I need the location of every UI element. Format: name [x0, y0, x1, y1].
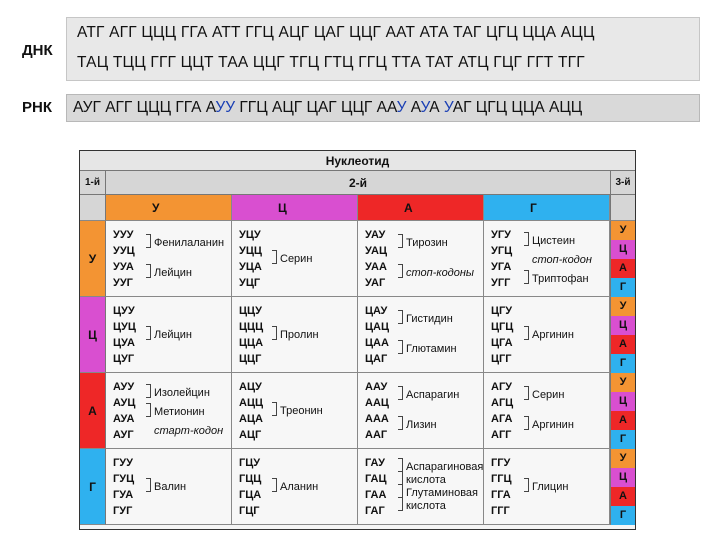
codon: УАА	[365, 261, 387, 273]
codon-block	[484, 297, 610, 373]
dna-label: ДНК	[22, 42, 53, 59]
codon: АУГ	[113, 429, 134, 441]
codon-brace	[524, 326, 529, 340]
codon-brace	[146, 384, 151, 398]
codon-block	[232, 297, 358, 373]
codon: ГЦЦ	[239, 473, 262, 485]
third-nucleotide-header: 3-й	[610, 171, 635, 195]
third-nucleotide-letter: У	[611, 297, 635, 316]
codon-block	[358, 297, 484, 373]
third-nucleotide-letter: Г	[611, 278, 635, 297]
codon-brace	[398, 471, 403, 485]
codon-brace	[398, 310, 403, 324]
codon: УЦА	[239, 261, 262, 273]
amino-acid-name: кислота	[406, 474, 446, 486]
codon: ГАГ	[365, 505, 385, 517]
codon-block	[232, 373, 358, 449]
codon: УГА	[491, 261, 512, 273]
codon-brace	[398, 340, 403, 354]
codon: ЦГА	[491, 337, 513, 349]
corner-cell	[80, 195, 106, 221]
third-nucleotide-letter: Г	[611, 354, 635, 373]
codon: ЦУА	[113, 337, 135, 349]
amino-acid-name: Глютамин	[406, 343, 457, 355]
codon: ЦАУ	[365, 305, 388, 317]
codon-block	[358, 221, 484, 297]
dna-strand-2: ТАЦ ТЦЦ ГГГ ЦЦТ ТАА ЦЦГ ТГЦ ГТЦ ГГЦ ТТА ТАТ АТЦ ГЦГ ГГТ ТГГ	[77, 54, 585, 71]
corner-cell-third	[610, 195, 635, 221]
amino-acid-name: Глутаминовая	[406, 487, 478, 499]
rna-strand: АУГ АГГ ЦЦЦ ГГА АУУ ГГЦ АЦГ ЦАГ ЦЦГ ААУ АУА УАГ ЦГЦ ЦЦА АЦЦ	[73, 99, 583, 116]
third-nucleotide-letter: А	[611, 259, 635, 278]
codon-brace	[398, 484, 403, 498]
third-nucleotide-letter: А	[611, 411, 635, 430]
codon: УУА	[113, 261, 134, 273]
third-nucleotide-letter: Ц	[611, 240, 635, 259]
column-header-1: У	[106, 195, 232, 221]
codon: АЦУ	[239, 381, 262, 393]
codon: ААУ	[365, 381, 388, 393]
codon-brace	[146, 478, 151, 492]
codon: АЦЦ	[239, 397, 264, 409]
third-nucleotide-letter: У	[611, 221, 635, 240]
codon: ЦЦЦ	[239, 321, 264, 333]
amino-acid-name: Лейцин	[154, 329, 193, 341]
amino-acid-name: Метионин	[154, 406, 205, 418]
codon-note: старт-кодон	[154, 425, 224, 437]
codon: ЦУУ	[113, 305, 135, 317]
column-header-3: А	[358, 195, 484, 221]
codon-brace	[398, 386, 403, 400]
amino-acid-name: Цистеин	[532, 235, 576, 247]
codon: АГГ	[491, 429, 512, 441]
table-title: Нуклеотид	[80, 151, 635, 171]
codon-brace	[524, 386, 529, 400]
codon: АГЦ	[491, 397, 514, 409]
row-header-4: Г	[80, 449, 106, 525]
third-nucleotide-letter: А	[611, 335, 635, 354]
codon: ЦГЦ	[491, 321, 514, 333]
amino-acid-name: Лизин	[406, 419, 437, 431]
amino-acid-name: Серин	[280, 253, 313, 265]
codon-brace	[398, 234, 403, 248]
codon-brace	[146, 326, 151, 340]
codon-brace	[524, 232, 529, 246]
codon: ЦАЦ	[365, 321, 390, 333]
codon: ГУЦ	[113, 473, 135, 485]
row-header-3: А	[80, 373, 106, 449]
codon-block	[106, 297, 232, 373]
column-header-2: Ц	[232, 195, 358, 221]
codon-brace	[524, 478, 529, 492]
codon: ЦЦА	[239, 337, 264, 349]
third-nucleotide-letter: Г	[611, 430, 635, 449]
codon: ГГГ	[491, 505, 510, 517]
rna-sequence-box	[66, 94, 700, 122]
codon: АУУ	[113, 381, 135, 393]
codon-block	[484, 373, 610, 449]
codon: ГЦГ	[239, 505, 260, 517]
codon: ЦГГ	[491, 353, 512, 365]
third-nucleotide-letter: А	[611, 487, 635, 506]
amino-acid-name: Фенилаланин	[154, 237, 225, 249]
codon: ГАЦ	[365, 473, 387, 485]
codon: ЦГУ	[491, 305, 513, 317]
amino-acid-name: Гистидин	[406, 313, 453, 325]
codon-block	[232, 221, 358, 297]
amino-acid-name: Тирозин	[406, 237, 448, 249]
codon: УЦЦ	[239, 245, 262, 257]
codon: АГА	[491, 413, 513, 425]
codon-block	[106, 449, 232, 525]
codon: УАГ	[365, 277, 386, 289]
amino-acid-name: Лейцин	[154, 267, 193, 279]
codon: ГГУ	[491, 457, 511, 469]
codon-block	[232, 449, 358, 525]
codon: УАУ	[365, 229, 386, 241]
rna-label: РНК	[22, 99, 52, 116]
codon-block	[358, 449, 484, 525]
codon: АУЦ	[113, 397, 136, 409]
codon-brace	[524, 416, 529, 430]
codon: ААА	[365, 413, 389, 425]
third-nucleotide-letter: Ц	[611, 392, 635, 411]
third-nucleotide-column	[610, 449, 635, 525]
genetic-code-table	[79, 150, 636, 530]
codon: ЦУЦ	[113, 321, 136, 333]
codon: ЦЦГ	[239, 353, 262, 365]
codon: АГУ	[491, 381, 513, 393]
amino-acid-name: Аспарагиновая	[406, 461, 484, 473]
codon-block	[106, 373, 232, 449]
codon-brace	[524, 270, 529, 284]
codon: ЦЦУ	[239, 305, 262, 317]
codon: ГАА	[365, 489, 387, 501]
amino-acid-name: Пролин	[280, 329, 319, 341]
amino-acid-name: Аланин	[280, 481, 319, 493]
codon: ААГ	[365, 429, 388, 441]
codon: ЦУГ	[113, 353, 135, 365]
codon: УУГ	[113, 277, 133, 289]
codon-brace	[398, 497, 403, 511]
codon-block	[106, 221, 232, 297]
codon: УУУ	[113, 229, 134, 241]
codon-brace	[146, 234, 151, 248]
codon: ГЦУ	[239, 457, 261, 469]
codon: УГУ	[491, 229, 511, 241]
amino-acid-name: Аргинин	[532, 329, 574, 341]
third-nucleotide-column	[610, 221, 635, 297]
codon-note: стоп-кодон	[532, 254, 592, 266]
codon: УЦУ	[239, 229, 261, 241]
codon: УУЦ	[113, 245, 135, 257]
codon-brace	[398, 458, 403, 472]
codon: ГЦА	[239, 489, 262, 501]
codon-block	[484, 221, 610, 297]
amino-acid-name: Треонин	[280, 405, 323, 417]
codon: АЦГ	[239, 429, 262, 441]
amino-acid-name: Глицин	[532, 481, 569, 493]
third-nucleotide-letter: У	[611, 373, 635, 392]
column-header-4: Г	[484, 195, 610, 221]
codon: ГГЦ	[491, 473, 512, 485]
codon: УАЦ	[365, 245, 387, 257]
amino-acid-name: Аргинин	[532, 419, 574, 431]
codon-brace	[272, 250, 277, 264]
codon: ЦАГ	[365, 353, 388, 365]
third-nucleotide-letter: У	[611, 449, 635, 468]
codon: ГАУ	[365, 457, 385, 469]
codon: ГУУ	[113, 457, 133, 469]
codon: ГУГ	[113, 505, 133, 517]
codon: ААЦ	[365, 397, 389, 409]
codon: ГГА	[491, 489, 511, 501]
third-nucleotide-column	[610, 373, 635, 449]
codon: УГГ	[491, 277, 511, 289]
third-nucleotide-letter: Г	[611, 506, 635, 525]
codon: АЦА	[239, 413, 263, 425]
dna-strand-1: АТГ АГГ ЦЦЦ ГГА АТТ ГГЦ АЦГ ЦАГ ЦЦГ ААТ АТА ТАГ ЦГЦ ЦЦА АЦЦ	[77, 24, 595, 41]
amino-acid-name: Серин	[532, 389, 565, 401]
codon: ЦАА	[365, 337, 389, 349]
codon-block	[358, 373, 484, 449]
codon-note: стоп-кодоны	[406, 267, 475, 279]
row-header-1: У	[80, 221, 106, 297]
amino-acid-name: Аспарагин	[406, 389, 460, 401]
codon-brace	[398, 264, 403, 278]
first-nucleotide-header: 1-й	[80, 171, 106, 195]
codon: АУА	[113, 413, 135, 425]
codon-brace	[146, 264, 151, 278]
amino-acid-name: Валин	[154, 481, 187, 493]
amino-acid-name: кислота	[406, 500, 446, 512]
codon-brace	[272, 402, 277, 416]
dna-sequence-box	[66, 17, 700, 81]
codon-block	[484, 449, 610, 525]
amino-acid-name: Триптофан	[532, 273, 589, 285]
codon-brace	[272, 326, 277, 340]
codon: УГЦ	[491, 245, 513, 257]
codon-brace	[146, 403, 151, 417]
amino-acid-name: Изолейцин	[154, 387, 210, 399]
codon-brace	[272, 478, 277, 492]
codon: ГУА	[113, 489, 134, 501]
row-header-2: Ц	[80, 297, 106, 373]
codon-brace	[398, 416, 403, 430]
codon: УЦГ	[239, 277, 261, 289]
third-nucleotide-column	[610, 297, 635, 373]
third-nucleotide-letter: Ц	[611, 468, 635, 487]
second-nucleotide-header: 2-й	[106, 171, 610, 195]
third-nucleotide-letter: Ц	[611, 316, 635, 335]
